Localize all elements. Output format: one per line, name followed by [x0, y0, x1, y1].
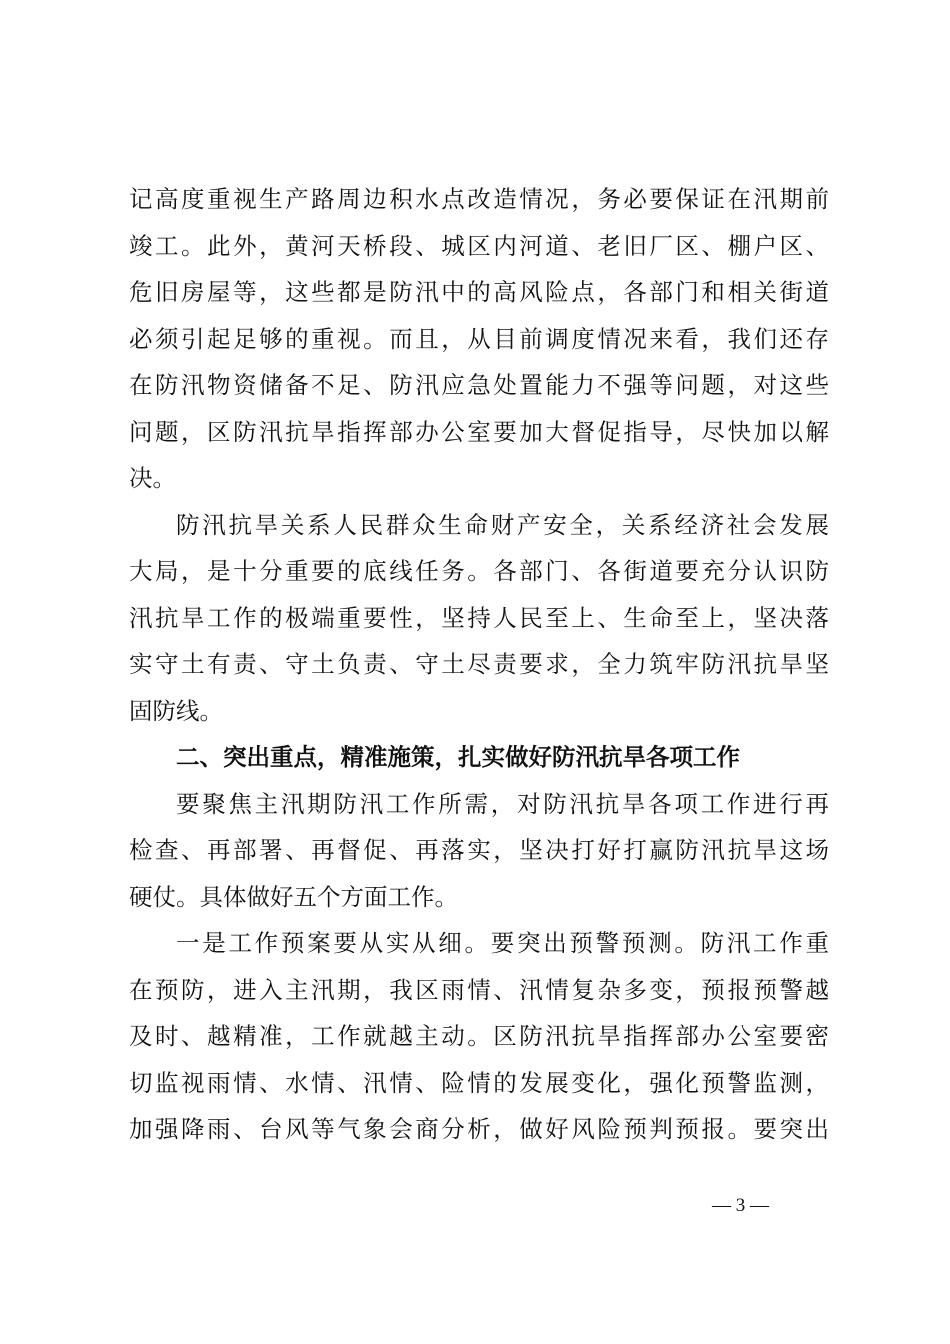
text-line: 竣工。此外，黄河天桥段、城区内河道、老旧厂区、棚户区、	[129, 231, 829, 260]
text-line: 问题，区防汛抗旱指挥部办公室要加大督促指导，尽快加以解	[129, 417, 829, 446]
text-line: 记高度重视生产路周边积水点改造情况，务必要保证在汛期前	[129, 185, 829, 213]
text-line: 危旧房屋等，这些都是防汛中的高风险点，各部门和相关街道	[129, 278, 829, 306]
text-line: 必须引起足够的重视。而且，从目前调度情况来看，我们还存	[129, 324, 829, 353]
paragraph-first-line: 一是工作预案要从实从细。要突出预警预测。防汛工作重	[176, 929, 829, 957]
text-line: 及时、越精准，工作就越主动。区防汛抗旱指挥部办公室要密	[129, 1022, 829, 1050]
text-line: 大局，是十分重要的底线任务。各部门、各街道要充分认识防	[129, 557, 829, 585]
text-line: 汛抗旱工作的极端重要性，坚持人民至上、生命至上，坚决落	[129, 603, 829, 632]
text-line: 实守土有责、守土负责、守土尽责要求，全力筑牢防汛抗旱坚	[129, 650, 829, 678]
document-body	[129, 176, 829, 1153]
text-line: 在预防，进入主汛期，我区雨情、汛情复杂多变，预报预警越	[129, 975, 829, 1004]
page-number: — 3 —	[712, 1195, 769, 1216]
paragraph-first-line: 防汛抗旱关系人民群众生命财产安全，关系经济社会发展	[176, 510, 829, 539]
text-line: 在防汛物资储备不足、防汛应急处置能力不强等问题，对这些	[129, 371, 829, 399]
paragraph-first-line: 要聚焦主汛期防汛工作所需，对防汛抗旱各项工作进行再	[176, 789, 829, 818]
text-line: 固防线。	[129, 696, 223, 725]
section-heading: 二、突出重点，精准施策，扎实做好防汛抗旱各项工作	[176, 743, 740, 771]
text-line: 硬仗。具体做好五个方面工作。	[129, 882, 458, 911]
text-line: 加强降雨、台风等气象会商分析，做好风险预判预报。要突出	[129, 1115, 829, 1143]
text-line: 决。	[129, 464, 176, 492]
text-line: 检查、再部署、再督促、再落实，坚决打好打赢防汛抗旱这场	[129, 836, 829, 864]
text-line: 切监视雨情、水情、汛情、险情的发展变化，强化预警监测，	[129, 1068, 829, 1097]
